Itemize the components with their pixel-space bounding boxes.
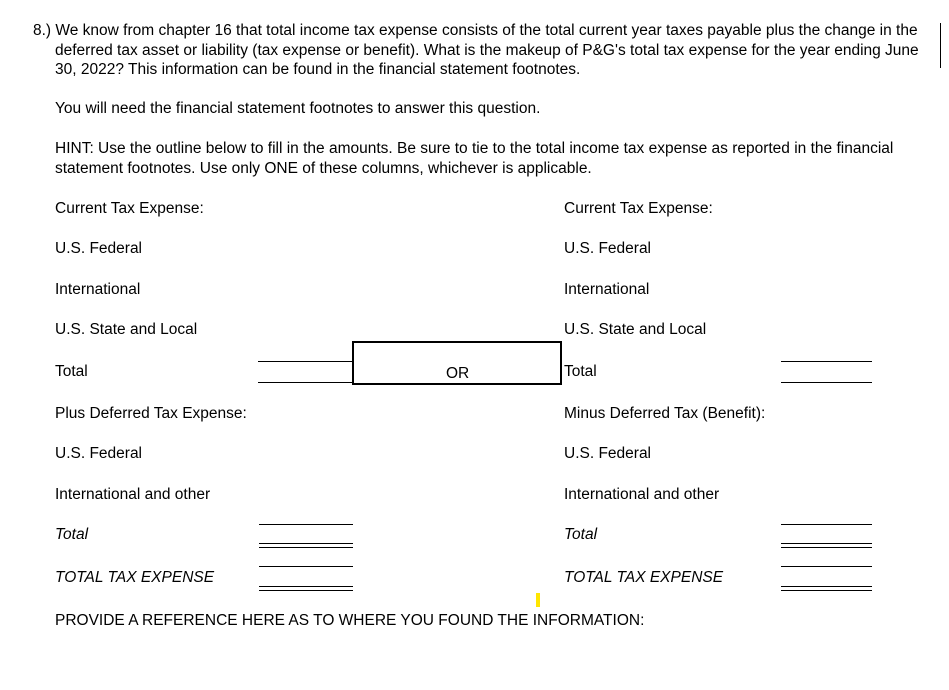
right-def-total-line-1 [781,524,872,525]
right-def-total-line-3 [781,547,872,548]
note-text: You will need the financial statement footnotes to answer this question. [55,100,541,117]
right-grand-total-label: TOTAL TAX EXPENSE [564,569,724,586]
left-deferred-header: Plus Deferred Tax Expense: [55,405,247,422]
right-us-federal-label: U.S. Federal [564,240,652,257]
left-current-tax-header: Current Tax Expense: [55,200,204,217]
hint-text [55,139,893,178]
or-divider-box [352,341,562,385]
right-deferred-header: Minus Deferred Tax (Benefit): [564,405,766,422]
right-grand-total-line-3 [781,590,872,591]
right-total-upper-line [781,361,872,362]
right-grand-total-line-1 [781,566,872,567]
left-def-total-line-2 [259,543,353,544]
left-grand-total-line-2 [259,586,353,587]
right-grand-total-line-2 [781,586,872,587]
text-cursor[interactable] [536,593,540,607]
right-def-international-label: International and other [564,486,720,503]
left-grand-total-line-3 [259,590,353,591]
left-us-federal-label: U.S. Federal [55,240,143,257]
right-current-tax-header: Current Tax Expense: [564,200,713,217]
hint-line-2: statement footnotes. Use only ONE of these columns, whichever is applicable. [55,159,592,177]
right-total-lower-line [781,382,872,383]
left-international-label: International [55,281,141,298]
left-grand-total-line-1 [259,566,353,567]
right-state-local-label: U.S. State and Local [564,321,707,338]
reference-prompt: PROVIDE A REFERENCE HERE AS TO WHERE YOU FOUND THE INFORMATION: [55,612,645,629]
left-def-us-federal-label: U.S. Federal [55,445,143,462]
question-text [33,21,919,80]
page-edge-line [940,23,941,68]
right-total-label: Total [564,363,597,380]
right-international-label: International [564,281,650,298]
question-line-3: 30, 2022? This information can be found in the financial statement footnotes. [55,61,581,78]
left-total-lower-line [258,382,354,383]
left-grand-total-label: TOTAL TAX EXPENSE [55,569,215,586]
left-state-local-label: U.S. State and Local [55,321,198,338]
left-def-international-label: International and other [55,486,211,503]
right-def-us-federal-label: U.S. Federal [564,445,652,462]
or-label: OR [446,365,470,382]
left-def-total-line-1 [259,524,353,525]
right-def-total-label: Total [564,526,598,543]
left-def-total-line-3 [259,547,353,548]
left-total-upper-line [258,361,354,362]
left-def-total-label: Total [55,526,89,543]
hint-line-1: HINT: Use the outline below to fill in the amounts. Be sure to tie to the total income tax expense as reported in the financial [55,140,894,157]
question-line-2: deferred tax asset or liability (tax expense or benefit). What is the makeup of P&G's total tax expense for the year ending June [55,41,919,59]
question-line-1: 8.) We know from chapter 16 that total income tax expense consists of the total current year taxes payable plus the change in the [33,22,918,39]
right-def-total-line-2 [781,543,872,544]
left-total-label: Total [55,363,88,380]
